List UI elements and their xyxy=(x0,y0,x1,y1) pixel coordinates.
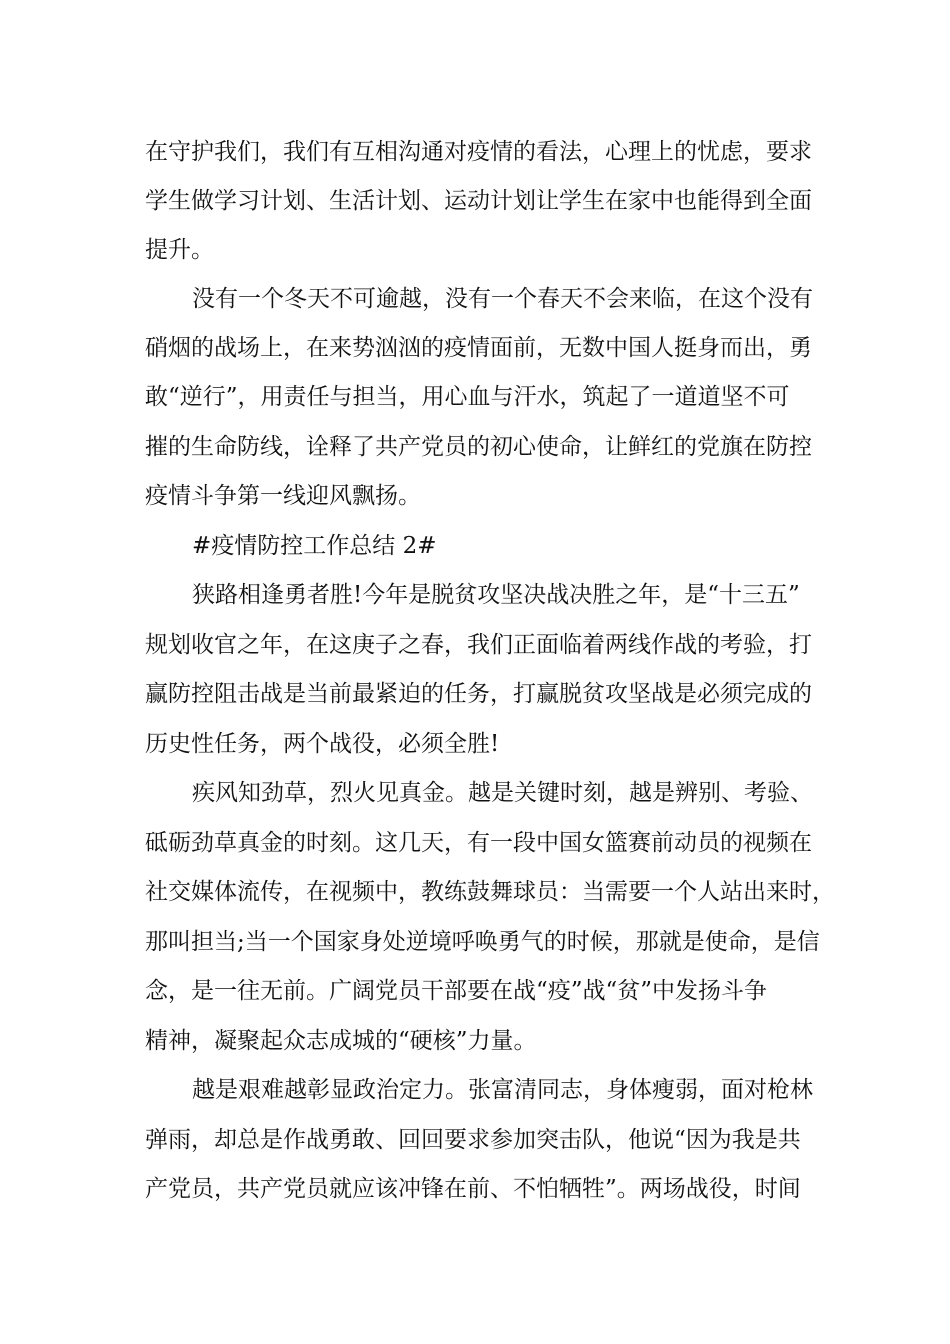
paragraph-first-line: 疾风知劲草，烈火见真金。越是关键时刻，越是辨别、考验、 xyxy=(192,780,813,806)
text-line: 产党员，共产党员就应该冲锋在前、不怕牺牲”。两场战役，时间 xyxy=(145,1176,801,1202)
text-line: 敢“逆行”，用责任与担当，用心血与汗水，筑起了一道道坚不可 xyxy=(145,384,790,410)
text-line: 学生做学习计划、生活计划、运动计划让学生在家中也能得到全面 xyxy=(145,188,812,214)
text-line: 社交媒体流传，在视频中，教练鼓舞球员：当需要一个人站出来时， xyxy=(145,879,835,905)
paragraph-first-line: 没有一个冬天不可逾越，没有一个春天不会来临，在这个没有 xyxy=(192,286,813,312)
text-line: 规划收官之年，在这庚子之春，我们正面临着两线作战的考验，打 xyxy=(145,632,812,658)
text-line: 弹雨，却总是作战勇敢、回回要求参加突击队，他说“因为我是共 xyxy=(145,1127,801,1153)
text-line: 赢防控阻击战是当前最紧迫的任务，打赢脱贫攻坚战是必须完成的 xyxy=(145,681,812,707)
text-line: 砥砺劲草真金的时刻。这几天，有一段中国女篮赛前动员的视频在 xyxy=(145,830,812,856)
paragraph-first-line: 狭路相逢勇者胜!今年是脱贫攻坚决战决胜之年，是“十三五” xyxy=(192,582,800,608)
text-line: 精神，凝聚起众志成城的“硬核”力量。 xyxy=(145,1028,537,1054)
text-line: 历史性任务，两个战役，必须全胜! xyxy=(145,731,500,757)
text-line: 念，是一往无前。广阔党员干部要在战“疫”战“贫”中发扬斗争 xyxy=(145,978,768,1004)
paragraph-first-line: 越是艰难越彰显政治定力。张富清同志，身体瘦弱，面对枪林 xyxy=(192,1077,813,1103)
text-line: 在守护我们，我们有互相沟通对疫情的看法，心理上的忧虑，要求 xyxy=(145,139,812,165)
section-heading: #疫情防控工作总结 2# xyxy=(192,533,437,559)
text-line: 硝烟的战场上，在来势汹汹的疫情面前，无数中国人挺身而出，勇 xyxy=(145,335,812,361)
text-line: 提升。 xyxy=(145,237,214,263)
text-line: 那叫担当;当一个国家身处逆境呼唤勇气的时候，那就是使命，是信 xyxy=(145,929,820,955)
text-line: 摧的生命防线，诠释了共产党员的初心使命，让鲜红的党旗在防控 xyxy=(145,434,812,460)
text-line: 疫情斗争第一线迎风飘扬。 xyxy=(145,483,421,509)
